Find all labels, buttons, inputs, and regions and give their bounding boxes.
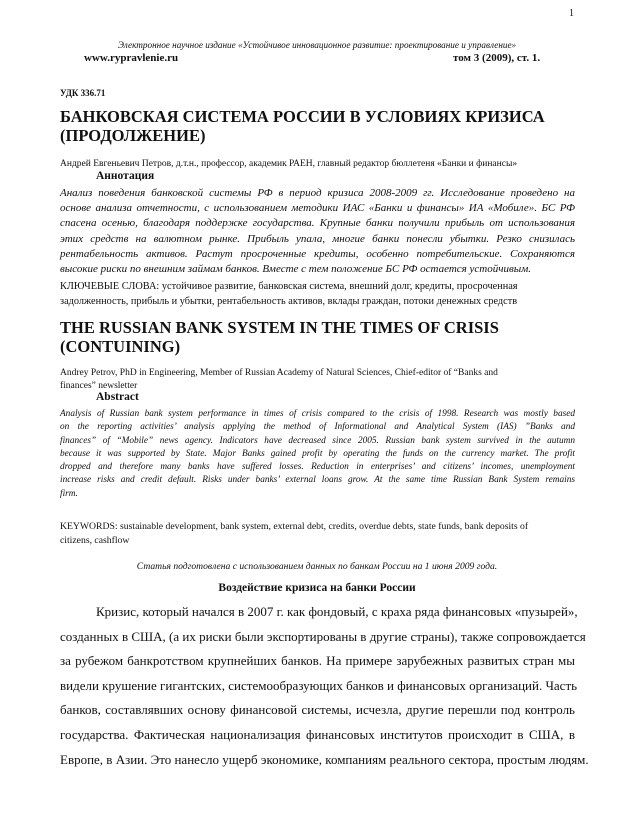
body-line: Кризис, который начался в 2007 г. как фондовый, с краха ряда финансовых «пузырей», xyxy=(96,604,578,619)
keywords-line: КЛЮЧЕВЫЕ СЛОВА: устойчивое развитие, банковская система, внешний долг, кредиты, просроченная xyxy=(60,281,518,292)
body-line: видели крушение гигантских, системообразующих банков и финансовых организаций. Часть xyxy=(60,677,578,693)
title-line: THE RUSSIAN BANK SYSTEM IN THE TIMES OF CRISIS xyxy=(60,318,499,337)
ru-title xyxy=(60,108,545,145)
en-title xyxy=(60,319,499,356)
ru-abstract-heading: Аннотация xyxy=(96,170,155,182)
title-line: (ПРОДОЛЖЕНИЕ) xyxy=(60,125,206,145)
body-line: банков, составлявших основу финансовой системы, исчезла, другие перешли под контроль xyxy=(60,702,575,718)
abstract-line: основе анализа отчетности, с использованием методики ИАС «Банки и финансы» ИА «Мобиле». БС РФ xyxy=(60,202,575,215)
ru-keywords xyxy=(60,280,575,310)
section-paragraph xyxy=(60,600,589,772)
udk-code: УДК 336.71 xyxy=(60,88,106,98)
abstract-line: спасена осенью, благодаря поддержке государства. Крупные банки получили прибыль от использования xyxy=(60,217,575,230)
abstract-line: этих средств на валютном рынке. Прибыль упала, многие банки понесли убытки. Резко снизилась xyxy=(60,232,575,245)
title-line: (CONTUINING) xyxy=(60,336,181,356)
keywords-line: задолженность, прибыль и убытки, рентабельность активов, вклады граждан, потоки денежных средств xyxy=(60,295,518,307)
abstract-line: высокие риски по внешним займам банков. Вместе с тем положение БС РФ остается устойчивым. xyxy=(60,263,531,276)
body-line: Европе, в Азии. Это нанесло ущерб экономике, компаниям реального сектора, простым людям. xyxy=(60,751,589,767)
abstract-line: dropped and therefore many banks have suffered losses. Reduction in enterprises’ and citizens’ incomes, unemployment xyxy=(60,462,575,473)
ru-abstract xyxy=(60,186,575,277)
journal-name: Электронное научное издание «Устойчивое инновационное развитие: проектирование и управление» xyxy=(117,40,517,50)
data-note: Статья подготовлена с использованием данных по банкам России на 1 июня 2009 года. xyxy=(136,561,498,572)
abstract-line: on the reporting activities’ analysis applying the method of Informational and Analytical System (IAS) ”Banks and xyxy=(60,422,575,433)
author-line: Andrey Petrov, PhD in Engineering, Member of Russian Academy of Natural Sciences, Chief-editor of “Banks and xyxy=(60,368,498,378)
author-line: finances” newsletter xyxy=(60,380,138,391)
abstract-line: because it was supported by State. Major Banks gained profit by operating the funds on the currency market. The profit xyxy=(60,448,575,459)
page-number: 1 xyxy=(569,8,574,19)
ru-author: Андрей Евгеньевич Петров, д.т.н., профессор, академик РАЕН, главный редактор бюллетеня «Банки и финансы» xyxy=(60,159,518,169)
abstract-line: Анализ поведения банковской системы РФ в период кризиса 2008-2009 гг. Исследование проведено на xyxy=(60,187,575,199)
volume-info: том 3 (2009), ст. 1. xyxy=(453,52,541,64)
title-line: БАНКОВСКАЯ СИСТЕМА РОССИИ В УСЛОВИЯХ КРИЗИСА xyxy=(60,107,545,126)
abstract-line: Analysis of Russian bank system performance in times of crisis compared to the crisis of 1998. Research was mostly based xyxy=(60,409,575,419)
en-abstract xyxy=(60,408,575,501)
abstract-line: рентабельность активов. Растут просроченные кредиты, особенно потребительские. Сохраняются xyxy=(60,247,575,260)
body-line: за рубежом банкротством крупнейших банков. На примере зарубежных развитых стран мы xyxy=(60,653,575,669)
body-line: государства. Фактическая национализация финансовых институтов происходит в США, в xyxy=(60,726,575,742)
keywords-line: KEYWORDS: sustainable development, bank system, external debt, credits, overdue debts, state funds, bank deposits of xyxy=(60,521,529,532)
abstract-line: increase risks and credit default. Risks under banks’ external loans grow. At the same time Russian Bank System remains xyxy=(60,475,575,486)
en-abstract-heading: Abstract xyxy=(96,391,139,403)
en-keywords xyxy=(60,520,575,547)
section-heading: Воздействие кризиса на банки России xyxy=(218,582,416,594)
en-author xyxy=(60,367,600,392)
keywords-line: citizens, cashflow xyxy=(60,534,130,546)
body-line: созданных в США, (а их риски были экспортированы в другие страны), также сопровождается xyxy=(60,628,586,644)
abstract-line: finances” of “Mobile” news agency. Indicators have decreased since 2005. Russian bank system survived in the autumn xyxy=(60,435,575,446)
abstract-line: firm. xyxy=(60,488,78,499)
journal-url: www.rypravlenie.ru xyxy=(84,52,179,64)
